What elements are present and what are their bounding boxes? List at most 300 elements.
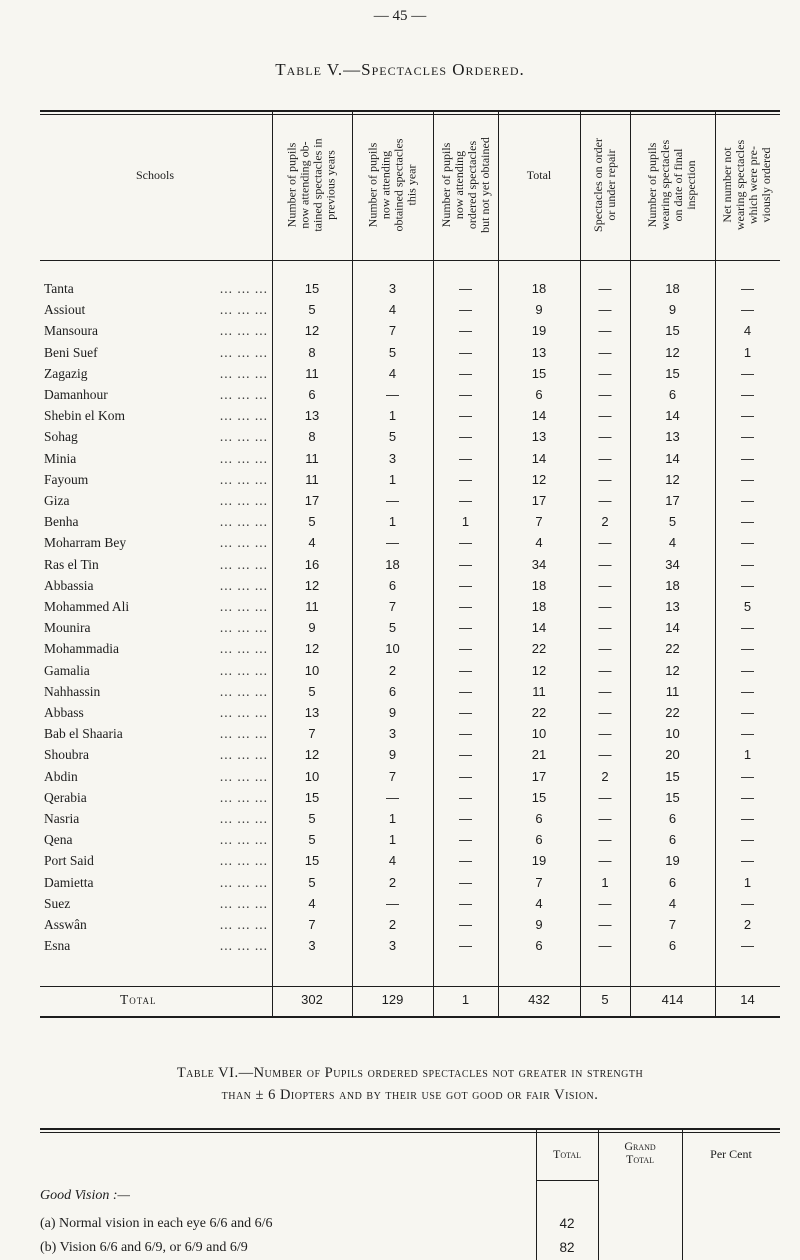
leader-dots: ... ... ...	[219, 705, 268, 720]
cell-repair: —	[598, 726, 612, 742]
cell-pending: —	[459, 683, 472, 699]
cell-prev: 11	[305, 599, 319, 614]
leader-dots: ... ... ...	[219, 535, 268, 551]
total-repair: 5	[601, 992, 609, 1007]
cell-total: 18	[531, 599, 547, 614]
cell-this-year: —	[386, 789, 399, 805]
school-name: Abdin	[44, 768, 78, 784]
table-row	[40, 809, 780, 831]
cell-prev: 4	[308, 535, 316, 551]
cell-this-year: 2	[388, 874, 397, 890]
table-row	[40, 639, 780, 661]
leader-dots: ... ... ...	[219, 429, 268, 445]
school-name: Beni Suef	[44, 344, 98, 360]
cell-this-year: 4	[388, 302, 397, 318]
cell-pending: —	[459, 599, 472, 614]
leader-dots: ... ... ...	[219, 747, 268, 763]
cell-wearing: 12	[665, 662, 680, 678]
cell-pending: —	[459, 768, 472, 784]
cell-wearing: 14	[665, 450, 680, 466]
cell-wearing: 18	[665, 281, 680, 296]
cell-prev: 15	[304, 789, 320, 805]
header-wearing: Number of pupils wearing spectacles on date of final inspection	[645, 139, 699, 231]
cell-repair: —	[598, 323, 612, 339]
school-name: Abbassia	[44, 577, 94, 593]
total-wearing: 414	[661, 992, 684, 1007]
school-name: Mansoura	[44, 323, 98, 339]
cell-prev: 12	[304, 323, 320, 339]
table-row	[40, 703, 780, 725]
cell-prev: 11	[305, 450, 319, 466]
cell-total: 13	[531, 344, 547, 360]
cell-not-wearing: —	[741, 281, 754, 296]
cell-not-wearing: —	[741, 768, 754, 784]
cell-this-year: 1	[388, 408, 397, 424]
cell-total: 15	[531, 365, 547, 381]
cell-not-wearing: —	[741, 705, 754, 720]
table-row	[40, 300, 780, 322]
cell-total: 19	[531, 853, 547, 869]
school-name: Bab el Shaaria	[44, 726, 123, 742]
cell-not-wearing: —	[741, 535, 754, 551]
cell-this-year: 6	[388, 577, 397, 593]
cell-repair: —	[598, 662, 612, 678]
cell-prev: 12	[304, 747, 320, 763]
cell-not-wearing: —	[741, 450, 754, 466]
cell-repair: —	[598, 302, 612, 318]
leader-dots: ... ... ...	[219, 938, 268, 954]
header-grand-total: Grand Total	[624, 1139, 656, 1166]
table-6-title-line1: Table VI.—Number of Pupils ordered spectacles not greater in strength	[176, 1065, 644, 1081]
cell-wearing: 5	[668, 514, 677, 530]
total-rule	[40, 986, 780, 987]
school-name: Mohammed Ali	[44, 599, 130, 614]
header-repair: Spectacles on order or under repair	[591, 138, 618, 232]
cell-this-year: 4	[388, 365, 397, 381]
cell-wearing: 19	[665, 853, 680, 869]
cell-total: 10	[531, 726, 547, 742]
cell-prev: 11	[305, 471, 319, 487]
cell-pending: 1	[461, 514, 470, 530]
cell-prev: 5	[308, 811, 316, 826]
cell-this-year: 9	[388, 705, 397, 720]
table-row	[40, 279, 780, 301]
cell-this-year: —	[386, 895, 399, 911]
cell-total: 9	[535, 917, 543, 932]
cell-prev: 5	[308, 832, 316, 848]
total-prev: 302	[301, 992, 323, 1007]
cell-repair: —	[598, 895, 612, 911]
cell-pending: —	[459, 365, 472, 381]
table-6-title-line2: than ± 6 Diopters and by their use got good or fair Vision.	[221, 1087, 599, 1103]
cell-repair: —	[598, 683, 612, 699]
cell-total: 7	[535, 874, 543, 890]
cell-prev: 12	[304, 641, 320, 657]
cell-this-year: —	[386, 493, 399, 508]
leader-dots: ... ... ...	[219, 577, 268, 593]
leader-dots: ... ... ...	[219, 874, 268, 890]
cell-pending: —	[459, 917, 472, 932]
cell-wearing: 6	[668, 874, 677, 890]
cell-this-year: —	[386, 535, 399, 551]
cell-wearing: 15	[665, 789, 680, 805]
cell-total: 9	[535, 302, 543, 318]
school-name: Port Said	[44, 853, 94, 869]
cell-total: 11	[532, 683, 546, 699]
header-rule	[40, 260, 780, 261]
cell-not-wearing: —	[741, 683, 754, 699]
cell-wearing: 14	[665, 620, 680, 636]
leader-dots: ... ... ...	[219, 917, 268, 932]
cell-repair: —	[598, 811, 612, 826]
cell-this-year: 1	[388, 832, 397, 848]
good-b-total: 82	[559, 1240, 575, 1255]
cell-this-year: 3	[388, 450, 397, 466]
leader-dots: ... ... ...	[219, 281, 268, 296]
cell-total: 22	[531, 705, 547, 720]
cell-this-year: 6	[388, 683, 397, 699]
school-name: Mounira	[44, 620, 91, 636]
school-name: Fayoum	[44, 471, 89, 487]
cell-this-year: 5	[388, 620, 397, 636]
table-6-title	[40, 1062, 780, 1106]
table-row	[40, 512, 780, 534]
cell-prev: 10	[304, 662, 320, 678]
cell-total: 19	[531, 323, 547, 339]
cell-this-year: 2	[388, 917, 397, 932]
cell-prev: 8	[308, 429, 316, 445]
cell-repair: —	[598, 493, 612, 508]
leader-dots: ... ... ...	[219, 811, 268, 826]
table-row	[40, 555, 780, 577]
cell-not-wearing: —	[741, 895, 754, 911]
cell-repair: —	[598, 620, 612, 636]
table-row	[40, 724, 780, 746]
school-name: Benha	[44, 514, 79, 530]
cell-this-year: 9	[388, 747, 397, 763]
cell-total: 15	[531, 789, 547, 805]
leader-dots: ... ... ...	[219, 323, 268, 339]
cell-repair: —	[598, 535, 612, 551]
cell-total: 13	[531, 429, 547, 445]
cell-pending: —	[459, 344, 472, 360]
table-row	[40, 830, 780, 852]
cell-repair: —	[598, 938, 612, 954]
cell-total: 14	[531, 620, 547, 636]
table-row	[40, 491, 780, 513]
cell-total: 18	[531, 281, 547, 296]
cell-pending: —	[459, 493, 472, 508]
cell-this-year: 5	[388, 429, 397, 445]
cell-wearing: 17	[665, 493, 680, 508]
cell-total: 22	[531, 641, 547, 657]
table-row	[40, 936, 780, 958]
school-name: Giza	[44, 493, 70, 508]
cell-repair: 2	[601, 768, 609, 784]
cell-pending: —	[459, 811, 472, 826]
school-name: Shebin el Kom	[44, 408, 125, 424]
total-pending: 1	[461, 992, 470, 1007]
cell-wearing: 6	[668, 811, 677, 826]
cell-prev: 6	[308, 387, 316, 402]
bottom-rule	[40, 1016, 780, 1018]
leader-dots: ... ... ...	[219, 408, 268, 424]
cell-not-wearing: 2	[743, 917, 752, 932]
cell-this-year: 7	[388, 599, 397, 614]
cell-repair: —	[598, 408, 612, 424]
cell-wearing: 12	[665, 471, 680, 487]
cell-wearing: 13	[665, 599, 680, 614]
table-row	[40, 682, 780, 704]
school-name: Mohammadia	[44, 641, 119, 657]
cell-pending: —	[459, 789, 472, 805]
school-name: Suez	[44, 895, 71, 911]
table-row	[40, 533, 780, 555]
cell-pending: —	[459, 620, 472, 636]
page-number: — 45 —	[373, 8, 427, 24]
cell-not-wearing: —	[741, 938, 754, 954]
cell-this-year: 5	[388, 344, 397, 360]
top-rule-thin	[40, 1132, 780, 1133]
cell-wearing: 12	[665, 344, 680, 360]
cell-this-year: —	[386, 387, 399, 402]
cell-total: 6	[535, 832, 543, 848]
cell-total: 4	[535, 535, 543, 551]
cell-wearing: 14	[665, 408, 680, 424]
leader-dots: ... ... ...	[219, 471, 268, 487]
cell-prev: 12	[304, 577, 320, 593]
cell-pending: —	[459, 302, 472, 318]
total-total: 432	[528, 992, 550, 1007]
cell-total: 17	[531, 493, 547, 508]
leader-dots: ... ... ...	[219, 599, 268, 614]
header-pending: Number of pupils now attending ordered spectacles but not yet obtained	[438, 137, 492, 233]
table-row	[40, 449, 780, 471]
cell-prev: 4	[308, 895, 316, 911]
school-name: Qerabia	[44, 789, 87, 805]
leader-dots: ... ... ...	[219, 789, 268, 805]
school-name: Minia	[44, 450, 77, 466]
cell-wearing: 4	[668, 895, 677, 911]
cell-pending: —	[459, 471, 472, 487]
cell-this-year: 3	[388, 938, 397, 954]
cell-pending: —	[459, 832, 472, 848]
cell-repair: —	[598, 365, 612, 381]
table-row	[40, 321, 780, 343]
leader-dots: ... ... ...	[219, 514, 268, 530]
good-a-label: (a) Normal vision in each eye 6/6 and 6/6	[40, 1216, 273, 1231]
cell-total: 12	[531, 471, 547, 487]
cell-pending: —	[459, 577, 472, 593]
cell-not-wearing: 5	[743, 599, 752, 614]
table-row	[40, 851, 780, 873]
cell-not-wearing: —	[741, 387, 754, 402]
cell-pending: —	[459, 387, 472, 402]
cell-this-year: 7	[388, 768, 397, 784]
cell-this-year: 2	[388, 662, 397, 678]
cell-pending: —	[459, 323, 472, 339]
cell-wearing: 6	[668, 832, 677, 848]
cell-prev: 5	[308, 302, 316, 318]
cell-not-wearing: —	[741, 811, 754, 826]
header-total: Total	[526, 168, 552, 182]
leader-dots: ... ... ...	[219, 853, 268, 869]
cell-prev: 16	[304, 556, 320, 572]
cell-pending: —	[459, 450, 472, 466]
cell-not-wearing: —	[741, 556, 754, 572]
cell-wearing: 20	[665, 747, 680, 763]
header-this-year: Number of pupils now attending obtained spectacles this year	[365, 138, 419, 232]
leader-dots: ... ... ...	[219, 641, 268, 657]
header-underline	[536, 1180, 598, 1181]
cell-wearing: 18	[665, 577, 680, 593]
cell-prev: 7	[308, 917, 316, 932]
cell-not-wearing: —	[741, 577, 754, 593]
cell-repair: 2	[601, 514, 609, 530]
cell-not-wearing: —	[741, 471, 754, 487]
cell-wearing: 4	[668, 535, 677, 551]
cell-prev: 9	[308, 620, 316, 636]
cell-total: 7	[535, 514, 543, 530]
cell-wearing: 11	[665, 683, 680, 699]
cell-pending: —	[459, 662, 472, 678]
cell-total: 6	[535, 387, 543, 402]
school-name: Assiout	[44, 302, 86, 318]
cell-not-wearing: —	[741, 365, 754, 381]
cell-not-wearing: —	[741, 302, 754, 318]
cell-not-wearing: —	[741, 641, 754, 657]
cell-prev: 5	[308, 874, 316, 890]
cell-prev: 17	[304, 493, 320, 508]
cell-prev: 8	[308, 344, 316, 360]
table-row	[40, 745, 780, 767]
cell-not-wearing: —	[741, 514, 754, 530]
cell-prev: 5	[308, 683, 316, 699]
total-this-year: 129	[381, 992, 404, 1007]
cell-total: 4	[535, 895, 543, 911]
table-row	[40, 661, 780, 683]
table-total-row	[40, 990, 780, 1012]
table-row	[40, 915, 780, 937]
leader-dots: ... ... ...	[219, 556, 268, 572]
school-name: Gamalia	[44, 662, 90, 678]
cell-not-wearing: —	[741, 853, 754, 869]
leader-dots: ... ... ...	[219, 493, 268, 508]
cell-this-year: 3	[388, 281, 397, 296]
cell-wearing: 9	[668, 302, 677, 318]
cell-not-wearing: —	[741, 493, 754, 508]
cell-prev: 5	[308, 514, 316, 530]
cell-not-wearing: —	[741, 408, 754, 424]
leader-dots: ... ... ...	[219, 768, 268, 784]
cell-wearing: 6	[668, 938, 677, 954]
cell-wearing: 13	[665, 429, 680, 445]
leader-dots: ... ... ...	[219, 302, 268, 318]
school-name: Zagazig	[44, 365, 88, 381]
cell-not-wearing: —	[741, 620, 754, 636]
cell-total: 21	[531, 747, 547, 763]
cell-this-year: 1	[388, 811, 397, 826]
cell-prev: 15	[304, 853, 320, 869]
cell-repair: —	[598, 853, 612, 869]
table-5-title: Table V.—Spectacles Ordered.	[275, 60, 525, 79]
leader-dots: ... ... ...	[219, 365, 268, 381]
header-schools: Schools	[135, 168, 174, 182]
cell-repair: —	[598, 577, 612, 593]
cell-total: 17	[531, 768, 547, 784]
table-row	[40, 470, 780, 492]
cell-pending: —	[459, 535, 472, 551]
cell-not-wearing: —	[741, 429, 754, 445]
cell-prev: 3	[308, 938, 316, 954]
cell-prev: 11	[305, 365, 319, 381]
school-name: Shoubra	[44, 747, 89, 763]
cell-pending: —	[459, 938, 472, 954]
cell-pending: —	[459, 641, 472, 657]
cell-total: 6	[535, 811, 543, 826]
table-row	[40, 364, 780, 386]
table-row	[40, 427, 780, 449]
table-row	[40, 873, 780, 895]
leader-dots: ... ... ...	[219, 662, 268, 678]
header-not-wearing: Net number not wearing spectacles which were pre- viously ordered	[720, 139, 774, 231]
table-row	[40, 788, 780, 810]
cell-pending: —	[459, 874, 472, 890]
leader-dots: ... ... ...	[219, 387, 268, 402]
cell-repair: —	[598, 281, 612, 296]
table-row	[40, 576, 780, 598]
cell-total: 6	[535, 938, 543, 954]
cell-total: 18	[531, 577, 547, 593]
cell-pending: —	[459, 726, 472, 742]
cell-this-year: 10	[385, 641, 400, 657]
cell-repair: —	[598, 599, 612, 614]
leader-dots: ... ... ...	[219, 726, 268, 742]
cell-prev: 13	[304, 705, 320, 720]
cell-pending: —	[459, 408, 472, 424]
cell-wearing: 15	[665, 323, 680, 339]
cell-not-wearing: 1	[743, 874, 752, 890]
cell-pending: —	[459, 853, 472, 869]
table-row	[40, 618, 780, 640]
cell-repair: —	[598, 789, 612, 805]
cell-wearing: 6	[668, 387, 677, 402]
cell-pending: —	[459, 705, 472, 720]
school-name: Damietta	[44, 874, 94, 890]
school-name: Esna	[44, 938, 71, 954]
table-row	[40, 385, 780, 407]
cell-prev: 10	[304, 768, 320, 784]
cell-wearing: 34	[665, 556, 680, 572]
cell-not-wearing: —	[741, 726, 754, 742]
cell-prev: 15	[304, 281, 320, 296]
good-a-total: 42	[559, 1216, 575, 1231]
school-name: Nasria	[44, 811, 80, 826]
school-name: Sohag	[44, 429, 78, 445]
leader-dots: ... ... ...	[219, 620, 268, 636]
school-name: Qena	[44, 832, 73, 848]
cell-pending: —	[459, 895, 472, 911]
cell-repair: 1	[601, 874, 609, 890]
total-not-wearing: 14	[740, 992, 755, 1007]
cell-repair: —	[598, 450, 612, 466]
school-name: Damanhour	[44, 387, 108, 402]
cell-this-year: 3	[388, 726, 397, 742]
cell-total: 14	[531, 450, 547, 466]
cell-this-year: 1	[388, 514, 397, 530]
cell-wearing: 15	[665, 768, 680, 784]
cell-pending: —	[459, 429, 472, 445]
